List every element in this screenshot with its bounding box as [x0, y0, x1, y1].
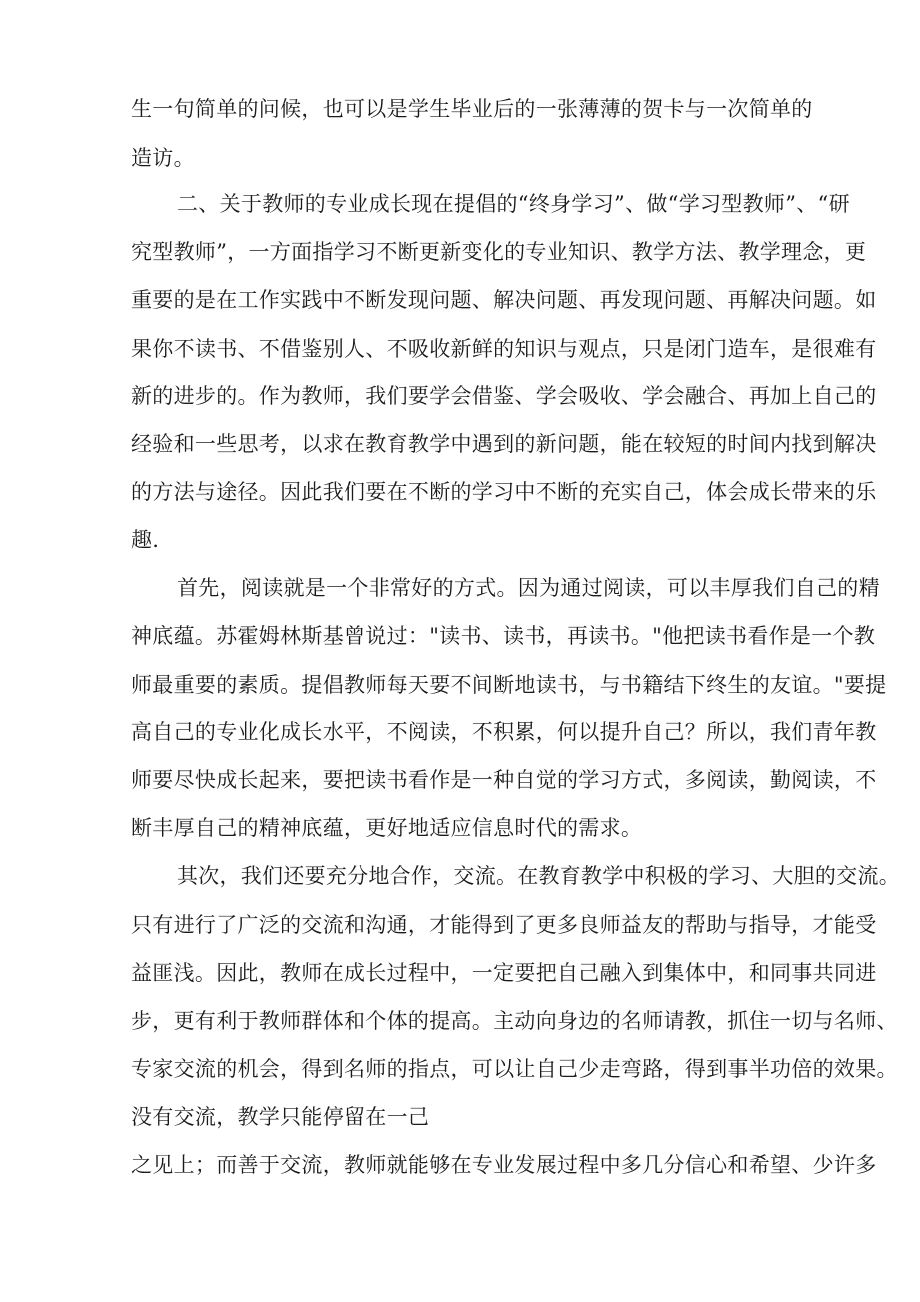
text-line: 经验和一些思考，以求在教育教学中遇到的新问题，能在较短的时间内找到解决 — [131, 432, 877, 456]
paragraph-heading-line: 二、关于教师的专业成长现在提倡的“终身学习”、做“学习型教师”、“研 — [177, 192, 850, 216]
text-line: 只有进行了广泛的交流和沟通，才能得到了更多良师益友的帮助与指导，才能受 — [131, 913, 877, 937]
text-line: 神底蕴。苏霍姆林斯基曾说过："读书、读书，再读书。"他把读书看作是一个教 — [131, 624, 876, 648]
text-line: 专家交流的机会，得到名师的指点，可以让自己少走弯路，得到事半功倍的效果。 — [131, 1057, 898, 1081]
text-line: 师要尽快成长起来，要把读书看作是一种自觉的学习方式，多阅读，勤阅读，不 — [131, 768, 877, 792]
text-line: 高自己的专业化成长水平，不阅读，不积累，何以提升自己？所以，我们青年教 — [131, 720, 877, 744]
text-line: 之见上；而善于交流，教师就能够在专业发展过程中多几分信心和希望、少许多 — [131, 1153, 877, 1177]
text-line: 究型教师”，一方面指学习不断更新变化的专业知识、教学方法、教学理念，更 — [131, 240, 867, 264]
text-line: 造访。 — [131, 146, 195, 170]
text-line: 新的进步的。作为教师，我们要学会借鉴、学会吸收、学会融合、再加上自己的 — [131, 384, 877, 408]
paragraph-first-line: 首先，阅读就是一个非常好的方式。因为通过阅读，可以丰厚我们自己的精 — [177, 576, 880, 600]
text-line: 断丰厚自己的精神底蕴，更好地适应信息时代的需求。 — [131, 816, 643, 840]
text-line: 的方法与途径。因此我们要在不断的学习中不断的充实自己，体会成长带来的乐 — [131, 480, 877, 504]
text-line: 步，更有利于教师群体和个体的提高。主动向身边的名师请教，抓住一切与名师、 — [131, 1009, 898, 1033]
text-line: 益匪浅。因此，教师在成长过程中，一定要把自己融入到集体中，和同事共同进 — [131, 961, 877, 985]
text-line: 果你不读书、不借鉴别人、不吸收新鲜的知识与观点，只是闭门造车，是很难有 — [131, 337, 877, 361]
text-line: 重要的是在工作实践中不断发现问题、解决问题、再发现问题、再解决问题。如 — [131, 288, 877, 312]
text-line: 没有交流，教学只能停留在一己 — [131, 1105, 430, 1129]
text-line: 师最重要的素质。提倡教师每天要不间断地读书，与书籍结下终生的友谊。"要提 — [131, 673, 887, 697]
text-line: 趣. — [131, 528, 160, 552]
text-line: 生一句简单的问候，也可以是学生毕业后的一张薄薄的贺卡与一次简单的 — [131, 97, 813, 121]
paragraph-first-line: 其次，我们还要充分地合作，交流。在教育教学中积极的学习、大胆的交流。 — [177, 864, 900, 888]
